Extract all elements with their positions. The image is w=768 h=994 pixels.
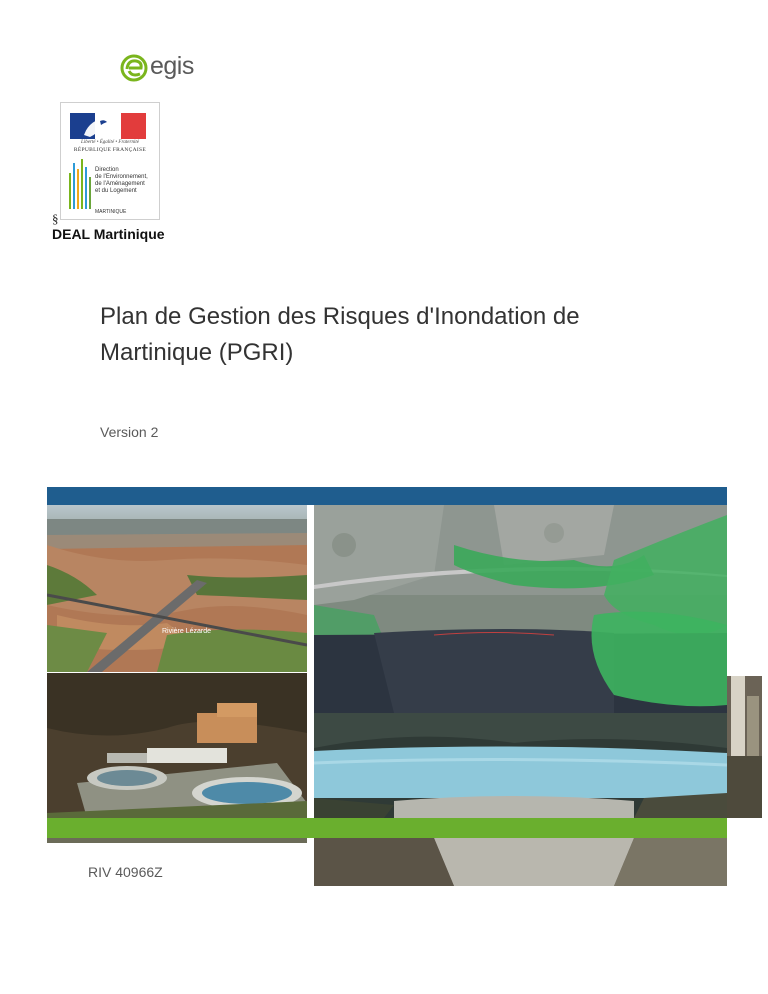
deal-stripes-icon	[67, 159, 93, 211]
marianne-flag-icon	[70, 113, 146, 139]
plant-photo-edge	[47, 838, 307, 843]
flood-aerial-photo	[47, 505, 307, 672]
document-version: Version 2	[100, 424, 159, 440]
document-reference: RIV 40966Z	[88, 864, 163, 880]
document-title: Plan de Gestion des Risques d'Inondation de Martinique (PGRI)	[100, 303, 580, 366]
client-name: DEAL Martinique	[52, 226, 165, 242]
egis-wordmark: egis	[150, 52, 194, 80]
dam-wall-photo	[314, 838, 727, 886]
egis-logo	[120, 50, 210, 86]
egis-e-icon	[120, 54, 148, 82]
section-marker: §	[52, 211, 59, 226]
dam-reservoir-photo	[314, 713, 727, 818]
republique-francaise-logo	[60, 102, 160, 220]
building-edge-photo	[727, 676, 762, 818]
deal-direction-label: Direction de l'Environnement, de l'Aménagement et du Logement	[95, 167, 148, 194]
republic-name: RÉPUBLIQUE FRANÇAISE	[73, 147, 147, 153]
deal-region-label: MARTINIQUE	[95, 209, 127, 215]
flood-zone-satellite-map	[314, 505, 727, 713]
water-treatment-plant-photo	[47, 673, 307, 818]
cover-green-band	[47, 818, 727, 838]
cover-blue-band	[47, 487, 727, 505]
flood-map-label: Rivière Lézarde	[162, 628, 212, 635]
republic-motto: Liberté • Égalité • Fraternité	[81, 140, 139, 145]
